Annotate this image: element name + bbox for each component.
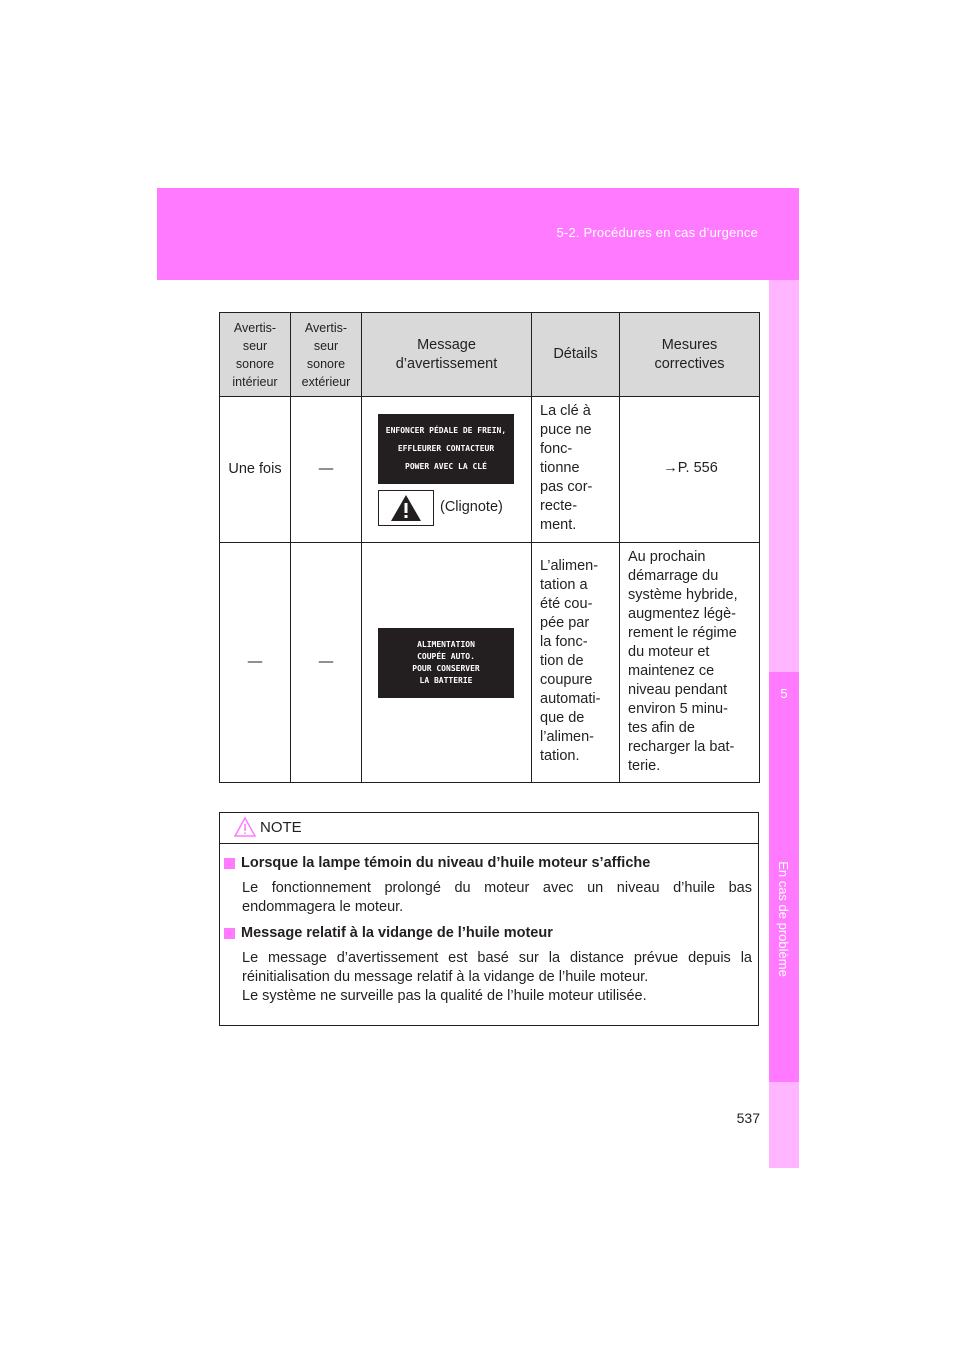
screen-line: COUPÉE AUTO. xyxy=(417,651,475,661)
note-item-text: Le message d’avertissement est basé sur la distance prévue depuis la réinitialisation du message relatif à la vidange de l’huile moteur. xyxy=(242,950,752,985)
header-message: Message d’avertissement xyxy=(362,313,532,397)
note-item xyxy=(224,854,752,917)
header-external-buzzer: Avertis- seur sonore extérieur xyxy=(291,313,362,397)
flash-label: (Clignote) xyxy=(440,499,503,515)
note-item-title: Lorsque la lampe témoin du niveau d’huile moteur s’affiche xyxy=(224,854,752,873)
screen-line: POWER AVEC LA CLÉ xyxy=(405,461,487,471)
note-item-title: Message relatif à la vidange de l’huile moteur xyxy=(224,924,752,943)
screen-line: EFFLEURER CONTACTEUR xyxy=(397,443,495,453)
cell-internal-buzzer: — xyxy=(220,543,291,783)
warning-table xyxy=(219,312,760,783)
note-body xyxy=(220,844,758,1006)
cell-message xyxy=(362,543,532,783)
cell-details: L’alimen- tation a été cou- pée par la fonc- tion de coupure automati- que de l’alimen- tation. xyxy=(532,543,620,783)
table-row xyxy=(220,397,760,543)
cell-measure: Au prochain démarrage du système hybride, augmentez légè- rement le régime du moteur et maintenez ce niveau pendant environ 5 minu- tes afin de recharger la bat- terie. xyxy=(620,543,760,783)
section-title: 5-2. Procédures en cas d’urgence xyxy=(556,225,758,240)
chapter-side-tab xyxy=(769,280,799,1168)
screen-line: ENFONCER PÉDALE DE FREIN, xyxy=(385,425,507,435)
caution-triangle-icon xyxy=(234,817,256,842)
flash-indicator xyxy=(378,490,531,526)
chapter-tab-active xyxy=(769,672,799,1082)
display-screen-image xyxy=(378,628,514,698)
cell-internal-buzzer: Une fois xyxy=(220,397,291,543)
cell-measure: →P. 556 xyxy=(620,397,760,543)
square-bullet-icon xyxy=(224,858,235,869)
note-box xyxy=(219,812,759,1026)
chapter-title: En cas de problème xyxy=(776,861,791,977)
screen-line: ALIMENTATION xyxy=(417,639,475,649)
cell-external-buzzer: — xyxy=(291,397,362,543)
cell-details: La clé à puce ne fonc- tionne pas cor- recte- ment. xyxy=(532,397,620,543)
note-title: NOTE xyxy=(260,819,302,836)
screen-line: LA BATTERIE xyxy=(419,675,473,685)
header-details: Détails xyxy=(532,313,620,397)
note-item-text: Le fonctionnement prolongé du moteur avec un niveau d’huile bas endommagera le moteur. xyxy=(242,880,752,915)
screen-line: POUR CONSERVER xyxy=(412,663,480,673)
note-header xyxy=(220,813,758,844)
cell-external-buzzer: — xyxy=(291,543,362,783)
display-screen-image xyxy=(378,414,514,484)
table-row xyxy=(220,543,760,783)
note-item-text: Le système ne surveille pas la qualité de l’huile moteur utilisée. xyxy=(242,988,647,1004)
table-header-row xyxy=(220,313,760,397)
cell-message xyxy=(362,397,532,543)
page-number: 537 xyxy=(736,1110,760,1126)
header-measures: Mesures correctives xyxy=(620,313,760,397)
header-internal-buzzer: Avertis- seur sonore intérieur xyxy=(220,313,291,397)
header-band xyxy=(157,188,799,280)
chapter-number: 5 xyxy=(780,686,788,701)
warning-triangle-icon xyxy=(378,490,434,526)
square-bullet-icon xyxy=(224,928,235,939)
note-item xyxy=(224,924,752,1006)
